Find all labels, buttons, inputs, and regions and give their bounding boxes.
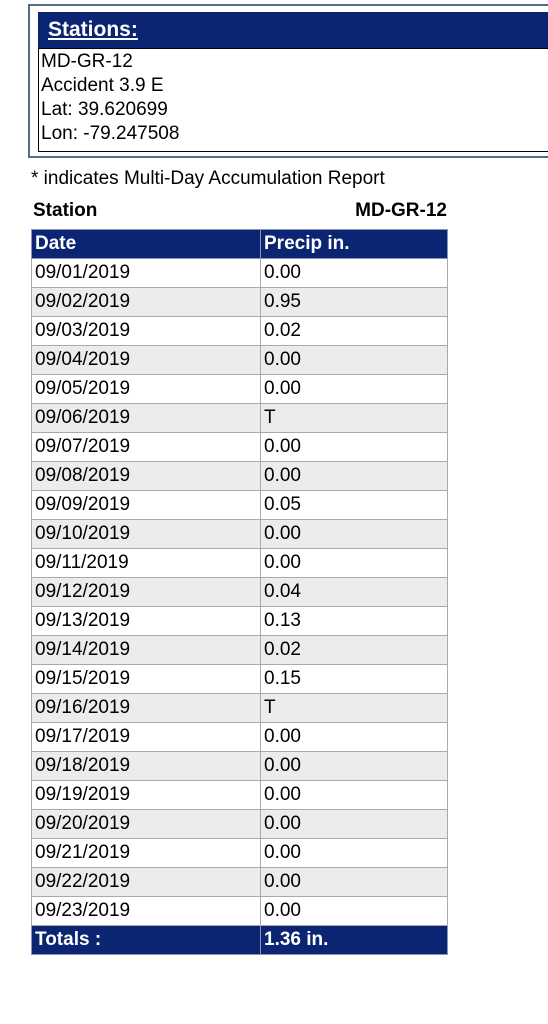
date-cell: 09/04/2019 <box>32 346 261 375</box>
table-row <box>32 868 448 897</box>
precip-cell: 0.00 <box>261 259 448 288</box>
table-row <box>32 317 448 346</box>
table-row <box>32 375 448 404</box>
date-cell: 09/10/2019 <box>32 520 261 549</box>
totals-value: 1.36 in. <box>261 926 448 955</box>
station-lon: Lon: -79.247508 <box>41 123 180 144</box>
station-id: MD-GR-12 <box>41 51 133 72</box>
table-row <box>32 665 448 694</box>
totals-label: Totals : <box>32 926 261 955</box>
date-cell: 09/20/2019 <box>32 810 261 839</box>
multi-day-note: * indicates Multi-Day Accumulation Report <box>31 168 385 189</box>
precip-cell: 0.02 <box>261 636 448 665</box>
date-cell: 09/12/2019 <box>32 578 261 607</box>
date-cell: 09/02/2019 <box>32 288 261 317</box>
date-cell: 09/13/2019 <box>32 607 261 636</box>
precip-cell: 0.00 <box>261 346 448 375</box>
station-label: Station <box>33 200 98 221</box>
date-cell: 09/09/2019 <box>32 491 261 520</box>
station-lat: Lat: 39.620699 <box>41 99 168 120</box>
table-row <box>32 897 448 926</box>
precip-cell: T <box>261 694 448 723</box>
precip-cell: 0.00 <box>261 723 448 752</box>
date-cell: 09/21/2019 <box>32 839 261 868</box>
precip-cell: T <box>261 404 448 433</box>
table-row <box>32 607 448 636</box>
table-row <box>32 288 448 317</box>
precip-cell: 0.95 <box>261 288 448 317</box>
precip-cell: 0.00 <box>261 549 448 578</box>
precip-cell: 0.00 <box>261 897 448 926</box>
precip-cell: 0.00 <box>261 433 448 462</box>
date-cell: 09/05/2019 <box>32 375 261 404</box>
precip-cell: 0.13 <box>261 607 448 636</box>
table-row <box>32 781 448 810</box>
table-row <box>32 636 448 665</box>
date-cell: 09/18/2019 <box>32 752 261 781</box>
precip-table <box>31 229 448 955</box>
stations-panel <box>28 4 548 158</box>
table-row <box>32 578 448 607</box>
table-row <box>32 810 448 839</box>
date-cell: 09/03/2019 <box>32 317 261 346</box>
header-row <box>32 230 448 259</box>
table-row <box>32 520 448 549</box>
date-cell: 09/11/2019 <box>32 549 261 578</box>
station-info <box>38 48 548 152</box>
totals-row <box>32 926 448 955</box>
table-row <box>32 839 448 868</box>
precip-cell: 0.00 <box>261 375 448 404</box>
station-value: MD-GR-12 <box>355 200 447 221</box>
date-cell: 09/08/2019 <box>32 462 261 491</box>
stations-header-label[interactable]: Stations: <box>48 18 138 41</box>
precip-cell: 0.00 <box>261 839 448 868</box>
date-cell: 09/14/2019 <box>32 636 261 665</box>
table-row <box>32 723 448 752</box>
station-name: Accident 3.9 E <box>41 75 164 96</box>
table-row <box>32 346 448 375</box>
stations-header <box>38 12 548 48</box>
precip-table-body <box>32 259 448 926</box>
table-row <box>32 404 448 433</box>
date-cell: 09/16/2019 <box>32 694 261 723</box>
date-cell: 09/15/2019 <box>32 665 261 694</box>
precip-cell: 0.00 <box>261 868 448 897</box>
date-cell: 09/23/2019 <box>32 897 261 926</box>
precip-cell: 0.02 <box>261 317 448 346</box>
date-column-header: Date <box>32 230 261 259</box>
table-row <box>32 433 448 462</box>
table-row <box>32 491 448 520</box>
date-cell: 09/17/2019 <box>32 723 261 752</box>
date-cell: 09/01/2019 <box>32 259 261 288</box>
precip-cell: 0.00 <box>261 810 448 839</box>
date-cell: 09/22/2019 <box>32 868 261 897</box>
precip-cell: 0.00 <box>261 752 448 781</box>
date-cell: 09/06/2019 <box>32 404 261 433</box>
date-cell: 09/19/2019 <box>32 781 261 810</box>
table-row <box>32 259 448 288</box>
table-row <box>32 549 448 578</box>
precip-column-header: Precip in. <box>261 230 448 259</box>
precip-cell: 0.00 <box>261 781 448 810</box>
table-row <box>32 694 448 723</box>
table-row <box>32 462 448 491</box>
precip-cell: 0.00 <box>261 462 448 491</box>
precip-cell: 0.05 <box>261 491 448 520</box>
precip-cell: 0.15 <box>261 665 448 694</box>
table-row <box>32 752 448 781</box>
precip-cell: 0.00 <box>261 520 448 549</box>
date-cell: 09/07/2019 <box>32 433 261 462</box>
precip-cell: 0.04 <box>261 578 448 607</box>
